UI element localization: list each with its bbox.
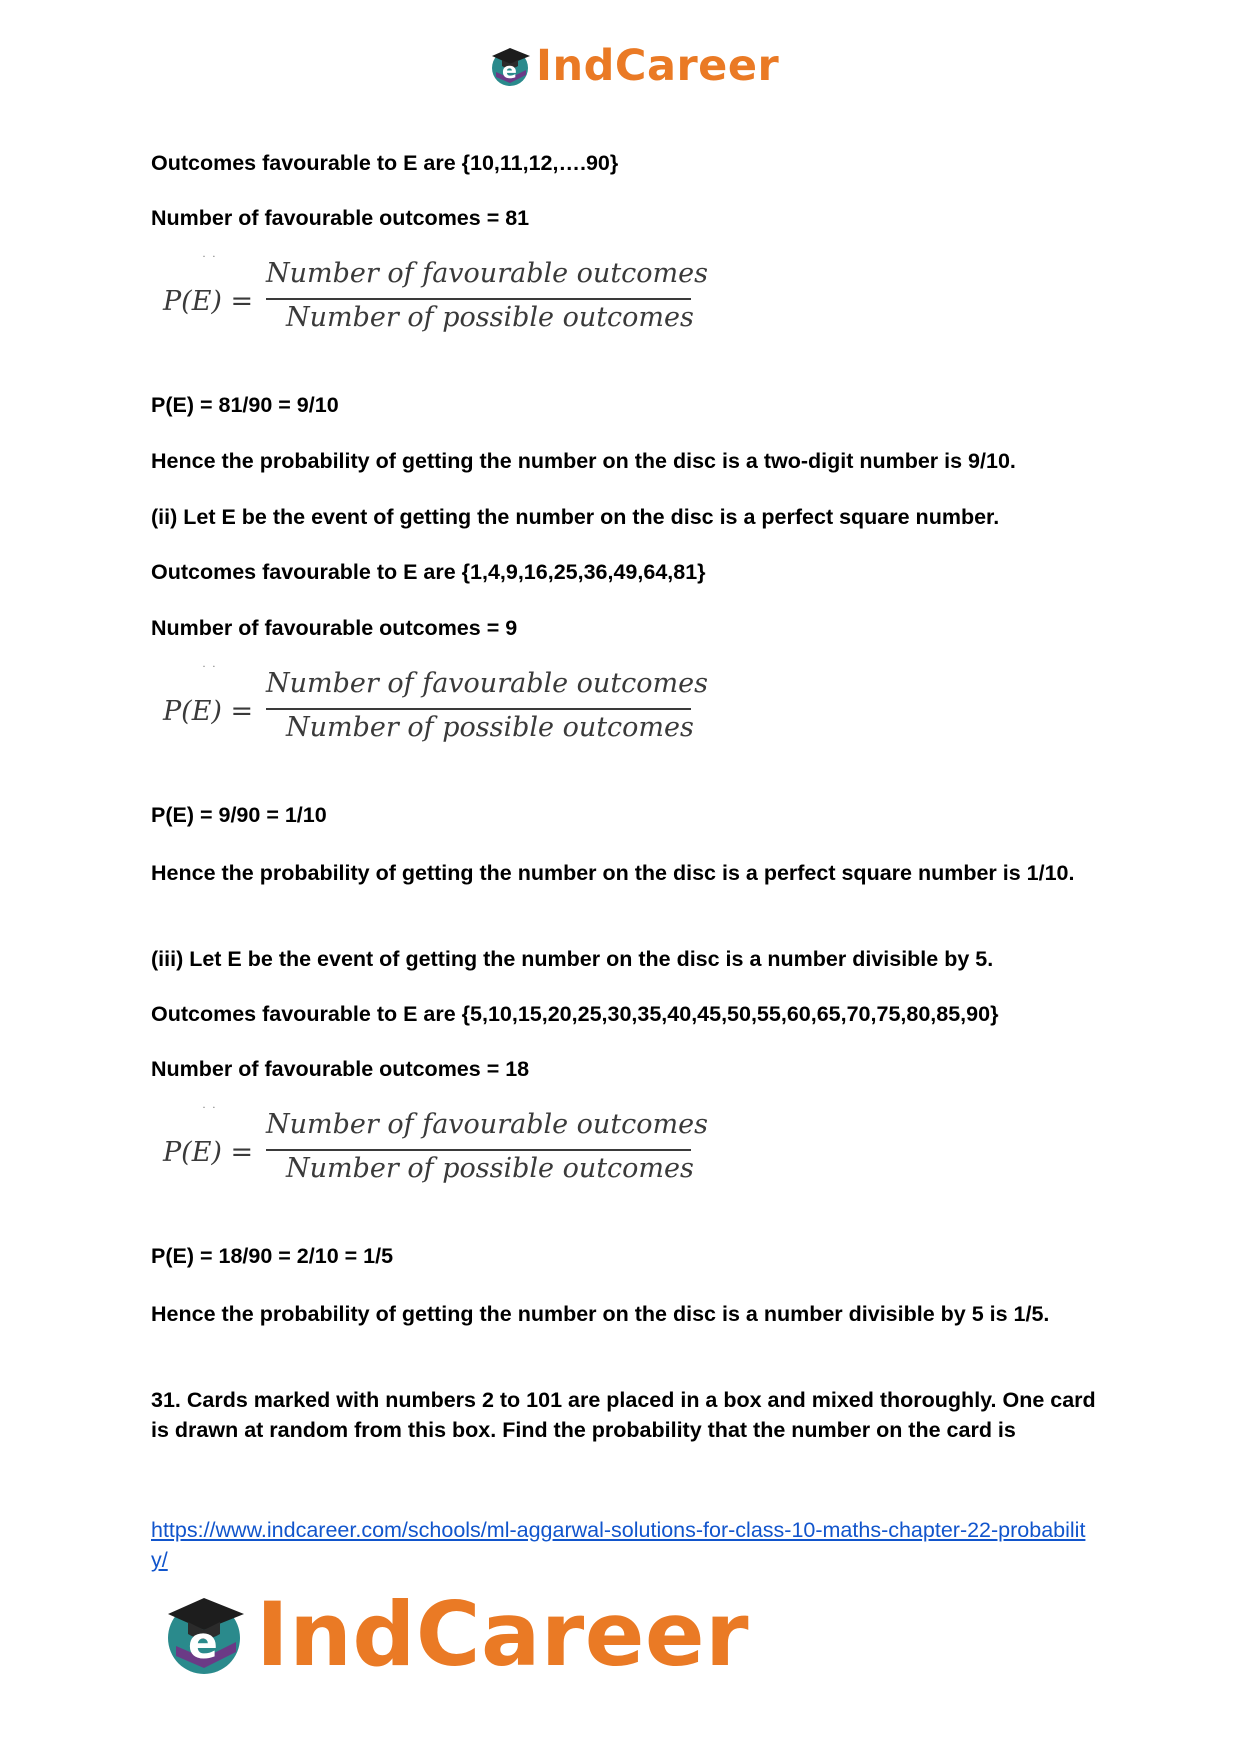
paragraph: P(E) = 18/90 = 2/10 = 1/5 bbox=[151, 1244, 394, 1268]
graduation-cap-book-icon bbox=[160, 1590, 252, 1678]
logo-text: IndCareer bbox=[256, 1582, 750, 1686]
question-31: 31. Cards marked with numbers 2 to 101 are placed in a box and mixed thoroughly. One card is drawn at random from this box. Find the probability that the number on the card is bbox=[151, 1388, 1096, 1442]
formula-lhs: P(E) = bbox=[163, 286, 254, 317]
indcareer-logo-footer bbox=[160, 1584, 749, 1684]
paragraph: Number of favourable outcomes = 18 bbox=[151, 1057, 530, 1081]
fraction-bar bbox=[266, 298, 691, 300]
paragraph: Outcomes favourable to E are {10,11,12,….90} bbox=[151, 151, 619, 175]
svg-text:e: e bbox=[188, 1618, 219, 1669]
paragraph: P(E) = 81/90 = 9/10 bbox=[151, 393, 339, 417]
paragraph: Hence the probability of getting the number on the disc is a number divisible by 5 is 1/5. bbox=[151, 1302, 1050, 1326]
source-link[interactable]: https://www.indcareer.com/schools/ml-aggarwal-solutions-for-class-10-maths-chapter-22-probability/ bbox=[151, 1518, 1086, 1572]
formula-numerator: Number of favourable outcomes bbox=[266, 668, 708, 699]
formula-lhs: P(E) = bbox=[163, 1137, 254, 1168]
formula-lhs: P(E) = bbox=[163, 696, 254, 727]
probability-formula: ˙ ˙ P(E) = Number of favourable outcomes Number of possible outcomes bbox=[163, 664, 708, 743]
paragraph: P(E) = 9/90 = 1/10 bbox=[151, 803, 327, 827]
paragraph: Outcomes favourable to E are {5,10,15,20,25,30,35,40,45,50,55,60,65,70,75,80,85,90} bbox=[151, 1002, 999, 1026]
paragraph: (iii) Let E be the event of getting the number on the disc is a number divisible by 5. bbox=[151, 947, 994, 971]
paragraph: Number of favourable outcomes = 81 bbox=[151, 206, 530, 230]
formula-numerator: Number of favourable outcomes bbox=[266, 1109, 708, 1140]
svg-text:e: e bbox=[502, 59, 518, 84]
probability-formula: ˙ ˙ P(E) = Number of favourable outcomes Number of possible outcomes bbox=[163, 1105, 708, 1184]
graduation-cap-book-icon bbox=[488, 44, 534, 88]
paragraph: Hence the probability of getting the number on the disc is a two-digit number is 9/10. bbox=[151, 449, 1016, 473]
formula-denominator: Number of possible outcomes bbox=[286, 302, 694, 333]
paragraph: Outcomes favourable to E are {1,4,9,16,25,36,49,64,81} bbox=[151, 560, 706, 584]
fraction-bar bbox=[266, 708, 691, 710]
indcareer-logo-header bbox=[488, 40, 779, 92]
logo-text: IndCareer bbox=[536, 41, 780, 91]
paragraph: Hence the probability of getting the number on the disc is a perfect square number is 1/10. bbox=[151, 861, 1075, 885]
formula-denominator: Number of possible outcomes bbox=[286, 712, 694, 743]
formula-denominator: Number of possible outcomes bbox=[286, 1153, 694, 1184]
formula-numerator: Number of favourable outcomes bbox=[266, 258, 708, 289]
fraction-bar bbox=[266, 1149, 691, 1151]
probability-formula: ˙ ˙ P(E) = Number of favourable outcomes Number of possible outcomes bbox=[163, 254, 708, 333]
paragraph: Number of favourable outcomes = 9 bbox=[151, 616, 518, 640]
paragraph: (ii) Let E be the event of getting the number on the disc is a perfect square number. bbox=[151, 505, 1000, 529]
